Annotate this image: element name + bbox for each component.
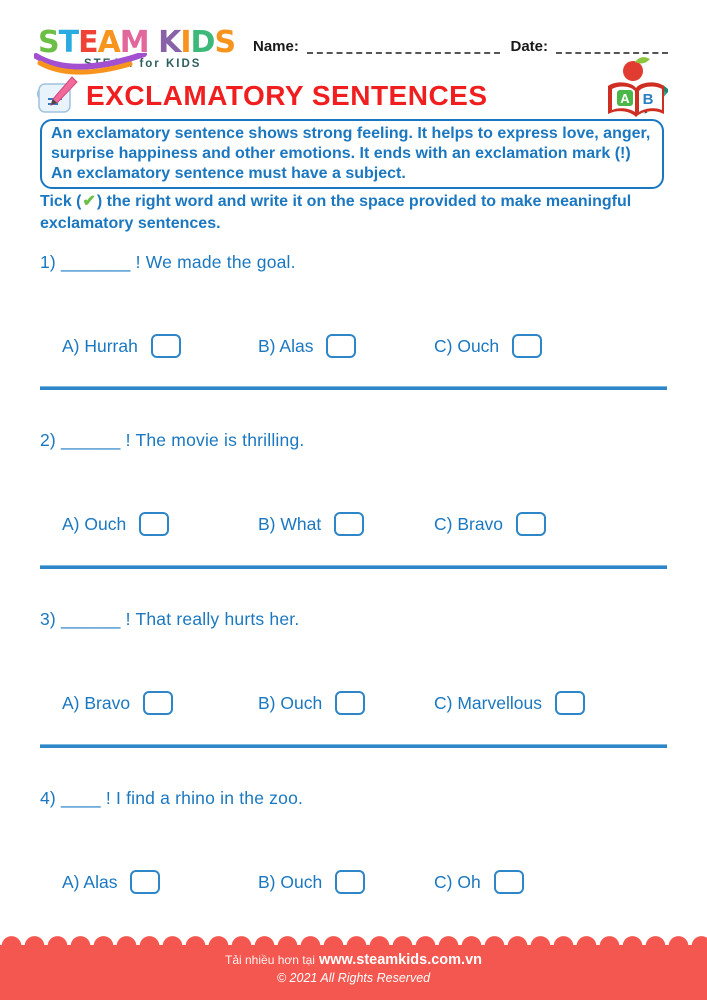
divider: [40, 386, 667, 390]
name-label: Name:: [253, 38, 299, 55]
options-row: [40, 512, 667, 536]
info-box-line: surprise happiness and other emotions. It ends with an exclamation mark (!): [51, 145, 631, 162]
footer-note: Tải nhiều hơn tại: [225, 953, 315, 967]
info-box: [40, 119, 664, 189]
answer-option: [258, 512, 434, 536]
date-label: Date:: [510, 38, 548, 55]
option-checkbox[interactable]: [516, 512, 546, 536]
instruction-after: ) the right word and write it on the space provided to make meaningful exclamatory sentences.: [40, 193, 632, 232]
steamkids-logo: [38, 26, 248, 70]
book-abc-icon: [606, 56, 668, 124]
answer-option: [434, 334, 667, 358]
options-row: [40, 691, 667, 715]
option-label: A) Hurrah: [62, 335, 138, 356]
option-label: B) Ouch: [258, 692, 323, 713]
footer: [0, 945, 707, 1000]
option-label: B) Ouch: [258, 871, 323, 892]
answer-option: [434, 870, 667, 894]
question-3: [40, 607, 667, 715]
question-1: [40, 250, 667, 358]
footer-copyright: © 2021 All Rights Reserved: [276, 971, 431, 985]
answer-option: [62, 691, 258, 715]
logo-letter: T: [58, 25, 79, 60]
option-checkbox[interactable]: [334, 512, 364, 536]
logo-swoosh-icon: [34, 53, 152, 75]
logo-letter: E: [78, 25, 98, 60]
question-text: 3) ______ ! That really hurts her.: [40, 609, 300, 629]
name-date-row: [253, 38, 668, 56]
title-row: [36, 76, 488, 116]
answer-option: [258, 870, 434, 894]
answer-option: [62, 334, 258, 358]
options-row: [40, 334, 667, 358]
check-icon: ✔: [82, 193, 96, 210]
option-checkbox[interactable]: [494, 870, 524, 894]
option-label: C) Bravo: [434, 513, 504, 534]
option-label: B) What: [258, 513, 322, 534]
option-label: B) Alas: [258, 335, 314, 356]
option-label: A) Ouch: [62, 513, 127, 534]
option-label: A) Alas: [62, 871, 118, 892]
option-label: A) Bravo: [62, 692, 131, 713]
logo-letter: M: [119, 25, 149, 60]
option-checkbox[interactable]: [512, 334, 542, 358]
page-title: EXCLAMATORY SENTENCES: [86, 80, 488, 111]
question-text: 4) ____ ! I find a rhino in the zoo.: [40, 788, 304, 808]
info-box-line: An exclamatory sentence must have a subject.: [51, 165, 406, 182]
logo-letter: I: [180, 25, 191, 60]
instruction-before: Tick (: [40, 193, 82, 210]
footer-url: www.steamkids.com.vn: [318, 952, 482, 968]
option-checkbox[interactable]: [143, 691, 173, 715]
logo-letter: S: [38, 25, 59, 60]
logo-letter: D: [190, 25, 215, 60]
option-checkbox[interactable]: [335, 870, 365, 894]
option-checkbox[interactable]: [335, 691, 365, 715]
footer-scallop-edge: [0, 934, 707, 945]
answer-option: [258, 691, 434, 715]
info-box-line: An exclamatory sentence shows strong feeling. It helps to express love, anger,: [51, 125, 651, 142]
answer-option: [434, 691, 667, 715]
answer-option: [434, 512, 667, 536]
logo-tagline: STEAM for KIDS: [84, 58, 202, 70]
options-row: [40, 870, 667, 894]
option-checkbox[interactable]: [326, 334, 356, 358]
question-text: 2) ______ ! The movie is thrilling.: [40, 430, 305, 450]
name-input-line[interactable]: [307, 38, 501, 54]
option-label: C) Marvellous: [434, 692, 542, 713]
pencil-paper-icon: [36, 76, 78, 116]
logo-letter: S: [214, 25, 236, 60]
answer-option: [62, 870, 258, 894]
question-4: [40, 786, 667, 894]
question-2: [40, 428, 667, 536]
option-label: C) Ouch: [434, 335, 500, 356]
instruction-text: [40, 191, 668, 235]
answer-option: [258, 334, 434, 358]
answer-option: [62, 512, 258, 536]
date-input-line[interactable]: [556, 38, 668, 54]
option-checkbox[interactable]: [151, 334, 181, 358]
option-label: C) Oh: [434, 871, 481, 892]
svg-text:A: A: [620, 91, 630, 106]
svg-text:B: B: [642, 91, 654, 108]
question-text: 1) _______ ! We made the goal.: [40, 252, 296, 272]
logo-letter: A: [97, 25, 120, 60]
divider: [40, 744, 667, 748]
logo-letter: K: [158, 25, 181, 60]
option-checkbox[interactable]: [139, 512, 169, 536]
option-checkbox[interactable]: [555, 691, 585, 715]
option-checkbox[interactable]: [130, 870, 160, 894]
divider: [40, 565, 667, 569]
